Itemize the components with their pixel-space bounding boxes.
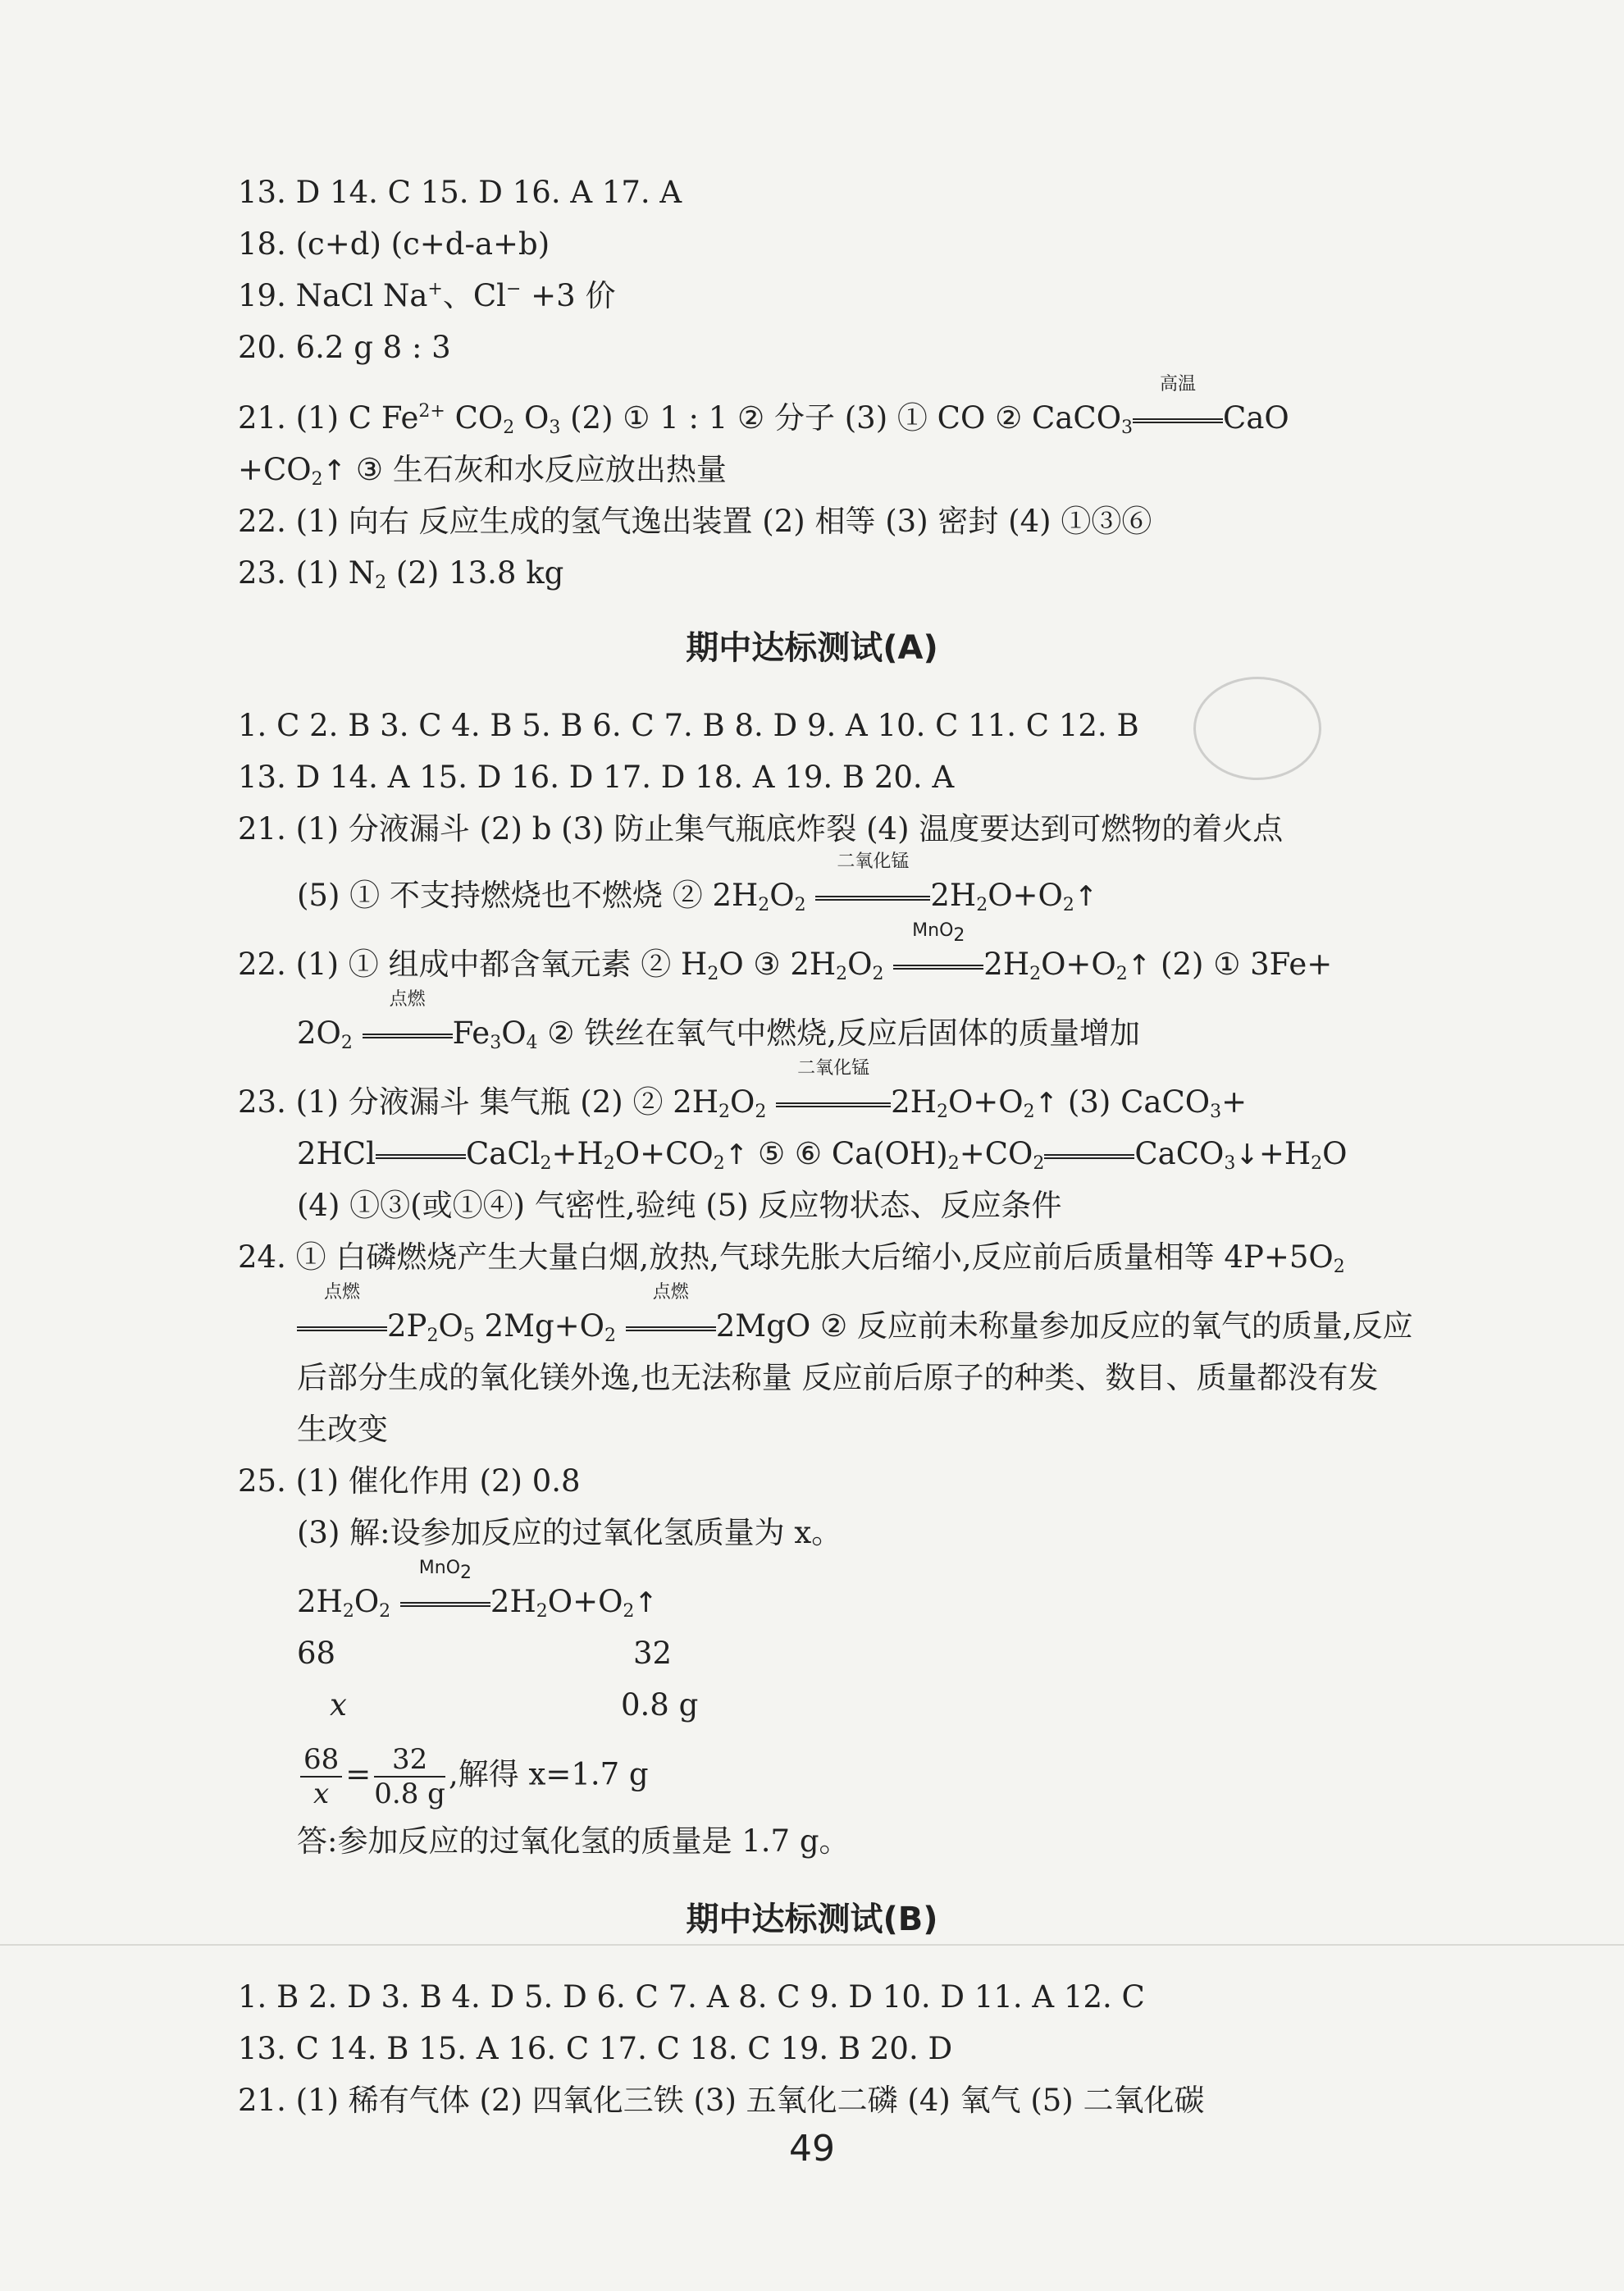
mid-b-line-1: 1. B 2. D 3. B 4. D 5. D 6. C 7. A 8. C 9. D 10. D 11. A 12. C xyxy=(238,1979,1145,2015)
mid-a-q24-line-4: 生改变 xyxy=(297,1412,388,1447)
mid-a-q23-line-3: (4) ①③(或①④) 气密性,验纯 (5) 反应物状态、反应条件 xyxy=(297,1188,1062,1223)
section-heading-midterm-b: 期中达标测试(B) xyxy=(686,1901,938,1938)
mid-a-q24-line-1: 24. ① 白磷燃烧产生大量白烟,放热,气球先胀大后缩小,反应前后质量相等 $4P+5O_2$ xyxy=(238,1239,1345,1277)
mid-a-q24-line-3: 后部分生成的氧化镁外逸,也无法称量 反应前后原子的种类、数目、质量都没有发 xyxy=(297,1360,1379,1395)
page-number: 49 xyxy=(789,2128,835,2170)
high-temp-condition: 高温 xyxy=(1133,394,1223,443)
mid-a-q21-line-2: (5) ① 不支持燃烧也不燃烧 ② $2H_2O_2$ 二氧化锰 $2H_2O+O_2↑$ xyxy=(297,851,1098,915)
answer-line-20: 20. 6.2 g 8 : 3 xyxy=(238,330,451,365)
mid-a-q21-line-1: 21. (1) 分液漏斗 (2) b (3) 防止集气瓶底炸裂 (4) 温度要达到可燃物的着火点 xyxy=(238,811,1284,847)
mid-a-line-2: 13. D 14. A 15. D 16. D 17. D 18. A 19. B 20. A xyxy=(238,760,955,795)
divider xyxy=(0,1944,1624,1946)
answer-line-13-17: 13. D 14. C 15. D 16. A 17. A xyxy=(238,175,682,210)
mid-a-q25-line-1: 25. (1) 催化作用 (2) 0.8 xyxy=(238,1463,581,1499)
mid-b-line-3: 21. (1) 稀有气体 (2) 四氧化三铁 (3) 五氧化二磷 (4) 氧气 (5) 二氧化碳 xyxy=(238,2083,1205,2118)
mid-a-q25-masses: 68 32 xyxy=(297,1636,673,1671)
mid-a-q25-answer: 答:参加反应的过氧化氢的质量是 1.7 g。 xyxy=(297,1823,850,1859)
mid-a-q22-line-1: 22. (1) ① 组成中都含氧元素 ② $H_2O$ ③ $2H_2O_2$ MnO$_2$ $2H_2O+O_2↑$ (2) ① 3Fe+ xyxy=(238,920,1333,984)
mid-a-q25-equation: $2H_2O_2$ MnO$_2$ $2H_2O+O_2↑$ xyxy=(297,1558,658,1622)
section-heading-midterm-a: 期中达标测试(A) xyxy=(686,629,938,667)
answer-line-21a: 21. (1) C $Fe^{2+}$ $CO_2$ $O_3$ (2) ① 1 : 1 ② 分子 (3) ① CO ② CaCO$_3$ 高温 CaO xyxy=(238,394,1509,443)
answer-line-22: 22. (1) 向右 反应生成的氢气逸出装置 (2) 相等 (3) 密封 (4) ①③⑥ xyxy=(238,504,1152,539)
mid-a-line-1: 1. C 2. B 3. C 4. B 5. B 6. C 7. B 8. D 9. A 10. C 11. C 12. B xyxy=(238,708,1139,743)
answer-line-18: 18. (c+d) (c+d-a+b) xyxy=(238,226,550,262)
mid-a-q23-line-2: 2HCl $CaCl_2+H_2O+CO_2↑$ ⑤ ⑥ $Ca(OH)_2+CO_2$ $CaCO_3↓+H_2O$ xyxy=(297,1136,1348,1174)
mid-a-q23-line-1: 23. (1) 分液漏斗 集气瓶 (2) ② $2H_2O_2$ 二氧化锰 $2H_2O+O_2↑$ (3) CaCO$_3$+ xyxy=(238,1058,1248,1122)
mid-a-q24-line-2: 点燃 $2P_2O_5$ $2Mg+O_2$ 点燃 2MgO ② 反应前未称量参加反应的氧气的质量,反应 xyxy=(297,1302,1509,1351)
answer-line-19: 19. NaCl Na+、Cl− +3 价 xyxy=(238,278,616,313)
answer-line-23: 23. (1) $N_2$ (2) 13.8 kg xyxy=(238,555,564,593)
mid-a-q25-unknowns: x 0.8 g xyxy=(330,1687,699,1723)
mid-a-q25-proportion: $\frac{68}{x}$ = $\frac{32}{0.8 g}$ ,解得 x=1.7 g xyxy=(297,1743,1509,1810)
answer-line-21b: $+CO_2↑$ ③ 生石灰和水反应放出热量 xyxy=(238,452,727,490)
mid-a-q25-line-2: (3) 解:设参加反应的过氧化氢质量为 x。 xyxy=(297,1515,842,1550)
mid-b-line-2: 13. C 14. B 15. A 16. C 17. C 18. C 19. B 20. D xyxy=(238,2031,953,2066)
mid-a-q22-line-2: $2O_2$ 点燃 $Fe_3O_4$ ② 铁丝在氧气中燃烧,反应后固体的质量增加 xyxy=(297,989,1140,1053)
